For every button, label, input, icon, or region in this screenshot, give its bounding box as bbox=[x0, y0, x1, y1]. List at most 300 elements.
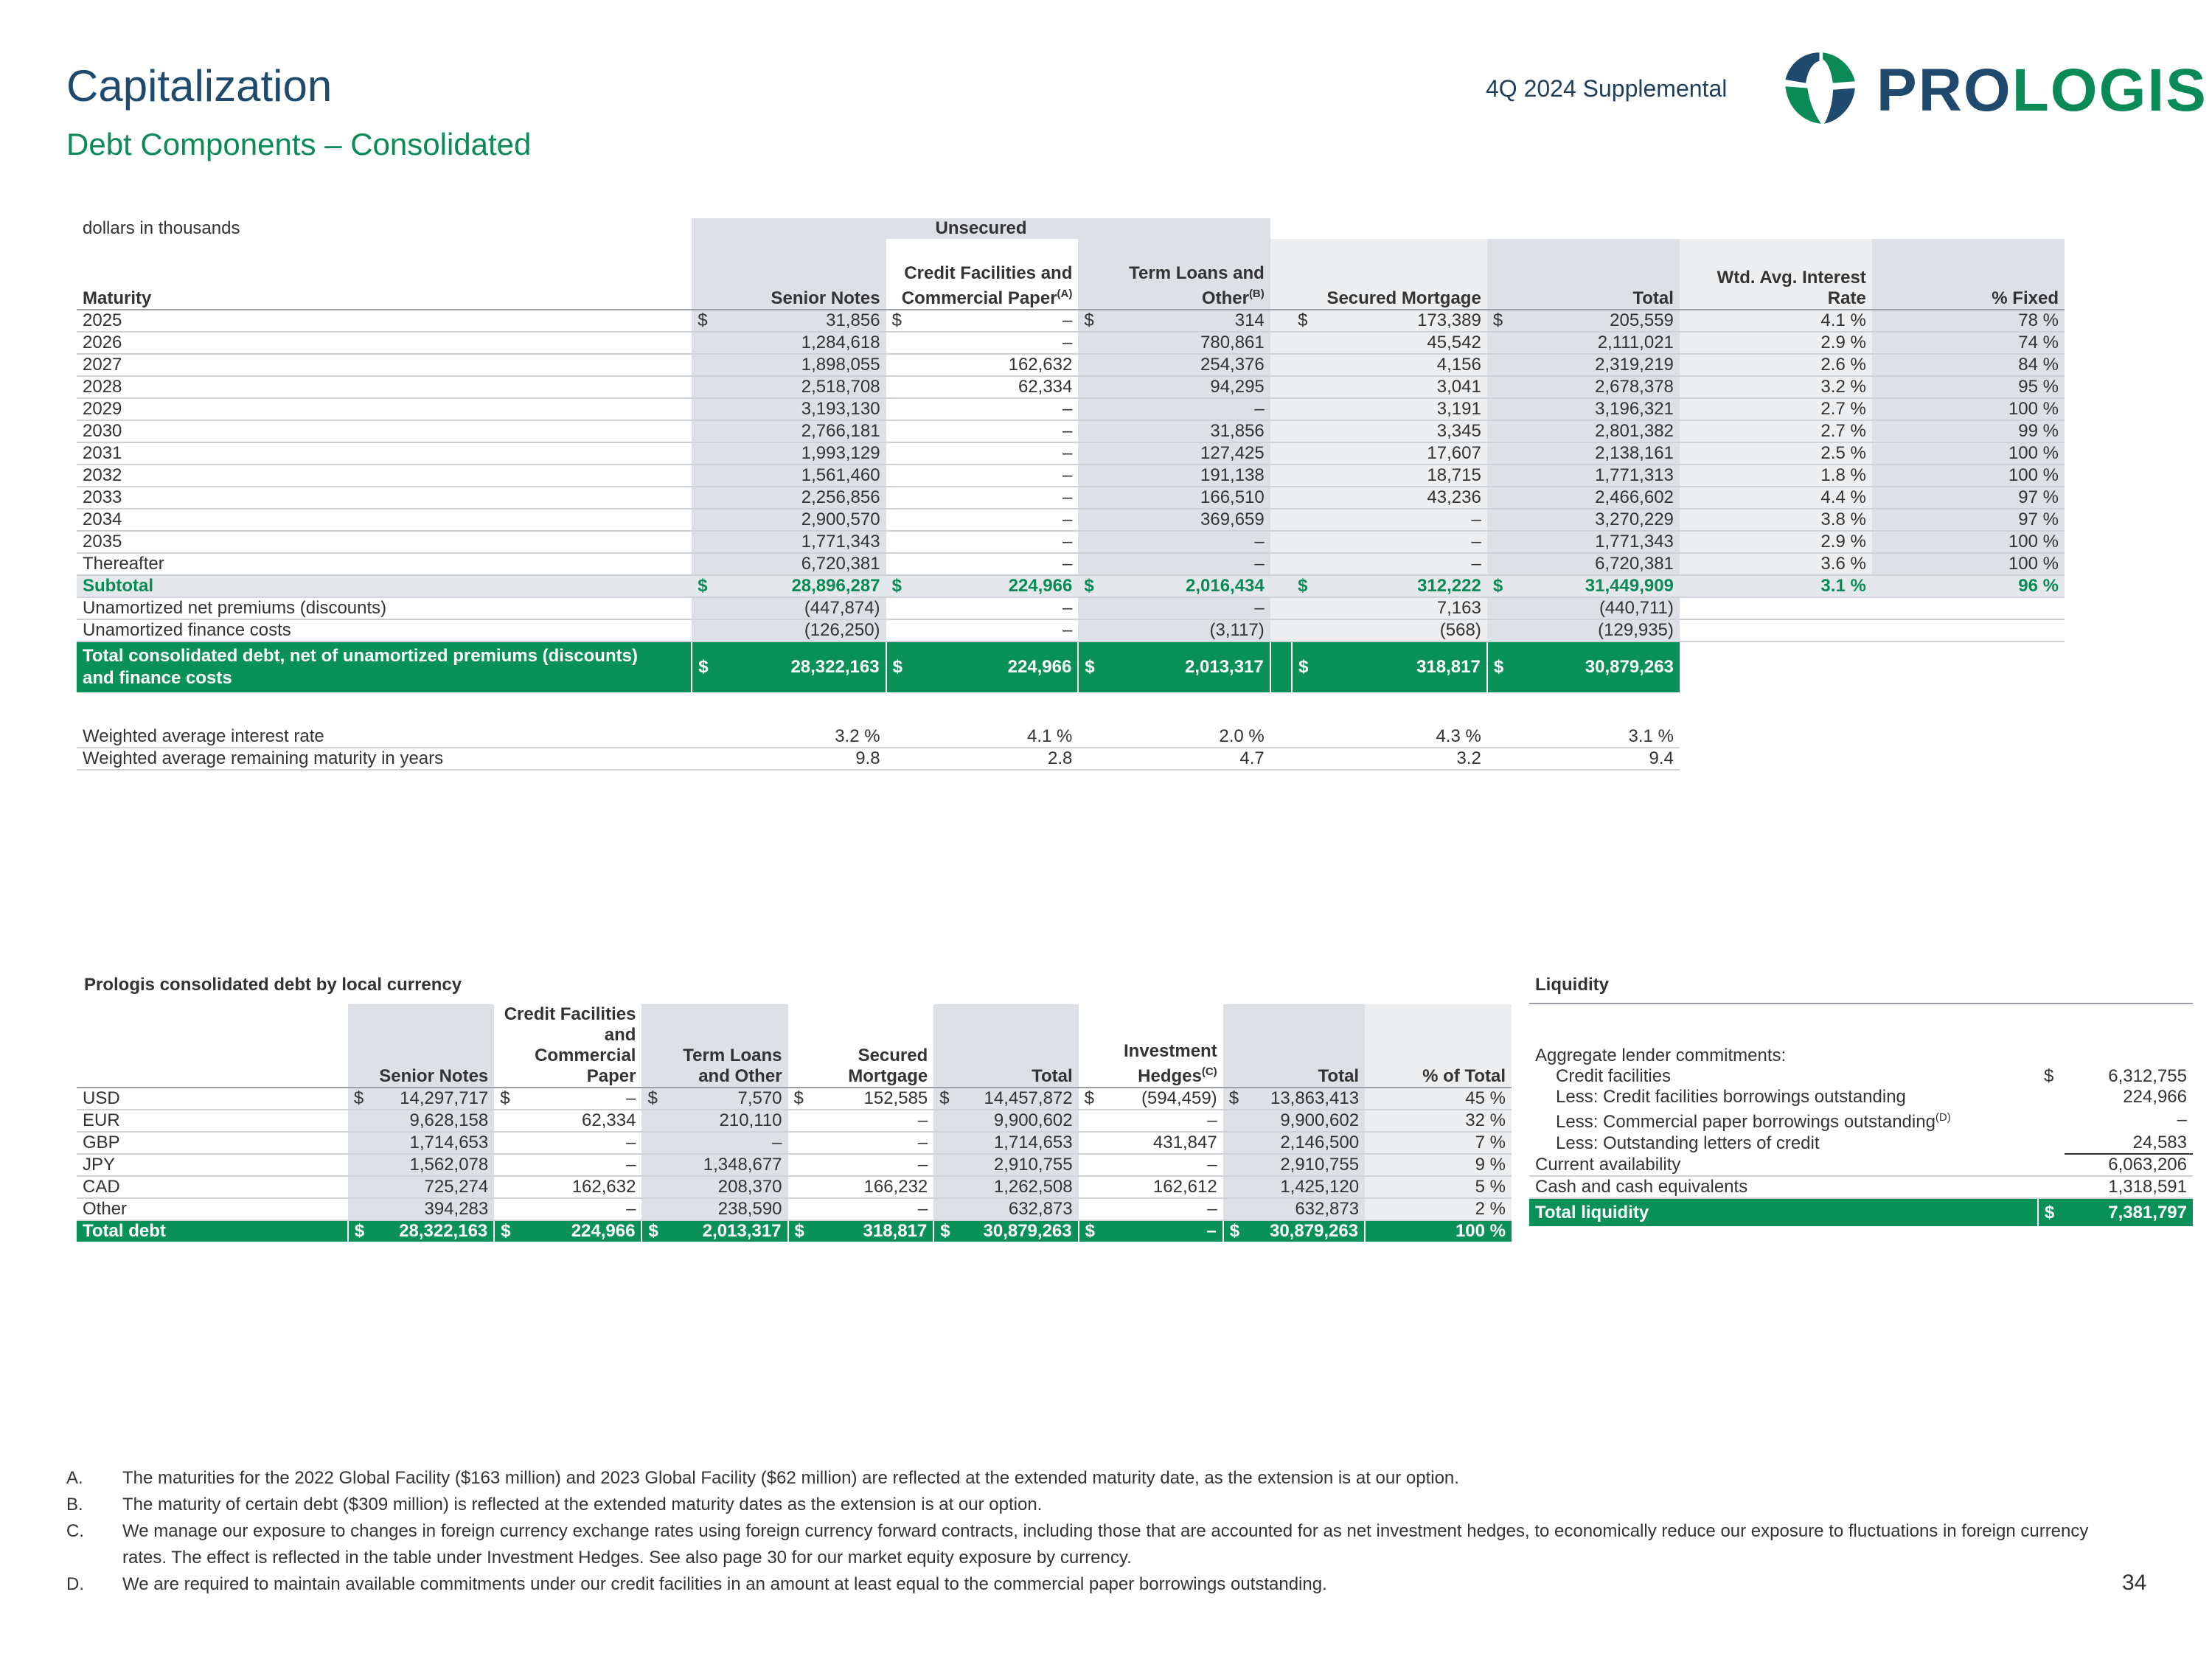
empty bbox=[1680, 619, 1872, 641]
dollar-sign bbox=[1078, 597, 1101, 619]
value-sm: – bbox=[810, 1110, 933, 1132]
dollar-sign bbox=[1078, 442, 1101, 465]
value-total: 6,720,381 bbox=[1509, 553, 1680, 575]
dollar-sign bbox=[1079, 1198, 1102, 1220]
dollar-sign: $ bbox=[886, 641, 909, 692]
dollar-sign bbox=[1079, 1154, 1102, 1176]
dollar-sign bbox=[692, 553, 714, 575]
page-number: 34 bbox=[2122, 1571, 2147, 1595]
dollar-sign: $ bbox=[1078, 310, 1101, 332]
value-sn: (126,250) bbox=[714, 619, 886, 641]
maturity-row bbox=[77, 332, 2065, 354]
dollar-sign: $ bbox=[641, 1220, 664, 1242]
currency-row bbox=[77, 1132, 1512, 1154]
subtotal-row bbox=[77, 575, 2065, 597]
row-label: Total debt bbox=[77, 1220, 348, 1242]
dollar-sign bbox=[886, 509, 909, 531]
value-ih: 162,612 bbox=[1101, 1176, 1222, 1198]
row-label: EUR bbox=[77, 1110, 348, 1132]
prologis-logo bbox=[1777, 46, 2208, 131]
dollar-sign: $ bbox=[692, 575, 714, 597]
dollar-sign bbox=[692, 487, 714, 509]
value-cf: 162,632 bbox=[517, 1176, 641, 1198]
row-label: Unamortized net premiums (discounts) bbox=[77, 597, 692, 619]
value-total: 3,270,229 bbox=[1509, 509, 1680, 531]
dollar-sign bbox=[494, 1176, 517, 1198]
value-rate: 4.4 % bbox=[1680, 487, 1872, 509]
value-fixed: 100 % bbox=[1872, 553, 2065, 575]
value-total: 2,678,378 bbox=[1509, 376, 1680, 398]
value-fixed: 97 % bbox=[1872, 487, 2065, 509]
value-tl: 2.0 % bbox=[1101, 726, 1270, 748]
value-sn: 28,322,163 bbox=[714, 641, 886, 692]
dollar-sign bbox=[886, 398, 909, 420]
value-sn: 1,771,343 bbox=[714, 531, 886, 553]
row-label: USD bbox=[77, 1088, 348, 1110]
liq-less-cp-val: – bbox=[2177, 1110, 2187, 1130]
cur-col-pct: % of Total bbox=[1365, 1004, 1512, 1088]
weighted-average-maturity-row bbox=[77, 748, 2065, 770]
value-cf: – bbox=[908, 310, 1078, 332]
dollar-sign bbox=[692, 531, 714, 553]
spacer bbox=[1270, 748, 1292, 770]
value-cf: – bbox=[908, 619, 1078, 641]
value-tot: 1,714,653 bbox=[956, 1132, 1079, 1154]
value-sn: 394,283 bbox=[371, 1198, 495, 1220]
dollar-sign bbox=[1292, 465, 1315, 487]
dollar-sign bbox=[886, 465, 909, 487]
value-sm: 3,345 bbox=[1315, 420, 1487, 442]
value-tot2: 2,910,755 bbox=[1246, 1154, 1366, 1176]
dollar-sign bbox=[886, 597, 909, 619]
spacer bbox=[1270, 509, 1292, 531]
value-cf: – bbox=[908, 509, 1078, 531]
empty bbox=[1872, 597, 2065, 619]
spacer bbox=[1270, 487, 1292, 509]
value-tot2: 9,900,602 bbox=[1246, 1110, 1366, 1132]
units-label: dollars in thousands bbox=[83, 218, 240, 238]
globe-icon bbox=[1777, 46, 1862, 131]
value-total: 2,111,021 bbox=[1509, 332, 1680, 354]
value-sn: 3.2 % bbox=[714, 726, 886, 748]
dollar-sign bbox=[933, 1132, 956, 1154]
value-fixed: 100 % bbox=[1872, 465, 2065, 487]
value-cf: 4.1 % bbox=[908, 726, 1078, 748]
dollar-sign: $ bbox=[1487, 575, 1510, 597]
dollar-sign bbox=[886, 553, 909, 575]
value-rate: 3.6 % bbox=[1680, 553, 1872, 575]
premiums-row bbox=[77, 597, 2065, 619]
maturity-row bbox=[77, 354, 2065, 376]
value-pct: 100 % bbox=[1365, 1220, 1512, 1242]
value-cf: – bbox=[908, 465, 1078, 487]
value-sn: 9,628,158 bbox=[371, 1110, 495, 1132]
value-total: 2,319,219 bbox=[1509, 354, 1680, 376]
dollar-sign: $ bbox=[1078, 641, 1101, 692]
dollar-sign: $ bbox=[1078, 575, 1101, 597]
row-label: Weighted average remaining maturity in years bbox=[77, 748, 692, 770]
value-pct: 32 % bbox=[1365, 1110, 1512, 1132]
spacer bbox=[1292, 726, 1315, 748]
value-ih: – bbox=[1101, 1154, 1222, 1176]
value-tl: – bbox=[1101, 531, 1270, 553]
footnote-d: D. We are required to maintain available commitments under our credit facilities in an amount at least equal to the commercial paper borrowings outstanding. bbox=[66, 1574, 1327, 1594]
maturity-row bbox=[77, 465, 2065, 487]
value-tot: 30,879,263 bbox=[956, 1220, 1079, 1242]
dollar-sign bbox=[1487, 398, 1510, 420]
value-rate: 3.1 % bbox=[1680, 575, 1872, 597]
currency-table bbox=[77, 1004, 1512, 1242]
dollar-sign bbox=[1487, 420, 1510, 442]
value-cf: – bbox=[517, 1132, 641, 1154]
currency-row bbox=[77, 1110, 1512, 1132]
spacer bbox=[1487, 748, 1510, 770]
row-label: CAD bbox=[77, 1176, 348, 1198]
dollar-sign bbox=[494, 1198, 517, 1220]
dollar-sign bbox=[1078, 509, 1101, 531]
dollar-sign bbox=[1487, 376, 1510, 398]
dollar-sign: $ bbox=[494, 1220, 517, 1242]
value-ih: – bbox=[1101, 1110, 1222, 1132]
value-sm: 312,222 bbox=[1315, 575, 1487, 597]
value-total: 205,559 bbox=[1509, 310, 1680, 332]
dollar-sign bbox=[1487, 442, 1510, 465]
spacer bbox=[1270, 619, 1292, 641]
value-total: 2,801,382 bbox=[1509, 420, 1680, 442]
liq-less-loc: Less: Outstanding letters of credit bbox=[1556, 1133, 1820, 1153]
row-label: Other bbox=[77, 1198, 348, 1220]
dollar-sign bbox=[886, 619, 909, 641]
liq-credit-facilities-val: 6,312,755 bbox=[2108, 1066, 2187, 1086]
currency-table-title: Prologis consolidated debt by local currency bbox=[84, 975, 462, 995]
value-sm: – bbox=[1315, 531, 1487, 553]
value-sm: 4,156 bbox=[1315, 354, 1487, 376]
finance-costs-row bbox=[77, 619, 2065, 641]
value-sn: 1,284,618 bbox=[714, 332, 886, 354]
value-pct: 5 % bbox=[1365, 1176, 1512, 1198]
row-label: 2026 bbox=[77, 332, 692, 354]
value-tl: 238,590 bbox=[664, 1198, 787, 1220]
value-cf: 2.8 bbox=[908, 748, 1078, 770]
dollar-sign bbox=[692, 442, 714, 465]
dollar-sign bbox=[1292, 398, 1315, 420]
dollar-sign bbox=[1292, 619, 1315, 641]
value-cf: 62,334 bbox=[517, 1110, 641, 1132]
value-sn: 725,274 bbox=[371, 1176, 495, 1198]
value-cf: – bbox=[908, 398, 1078, 420]
footnote-b: B. The maturity of certain debt ($309 million) is reflected at the extended maturity dates as the extension is at our option. bbox=[66, 1495, 1043, 1514]
value-rate: 3.2 % bbox=[1680, 376, 1872, 398]
dollar-sign bbox=[1292, 376, 1315, 398]
value-tl: 166,510 bbox=[1101, 487, 1270, 509]
row-label: 2028 bbox=[77, 376, 692, 398]
spacer bbox=[692, 748, 714, 770]
value-sm: 166,232 bbox=[810, 1176, 933, 1198]
dollar-sign bbox=[788, 1198, 811, 1220]
dollar-sign: $ bbox=[886, 310, 909, 332]
dollar-sign: $ bbox=[1079, 1220, 1102, 1242]
dollar-sign bbox=[692, 420, 714, 442]
dollar-sign bbox=[1078, 398, 1101, 420]
row-label: 2027 bbox=[77, 354, 692, 376]
col-senior-notes: Senior Notes bbox=[692, 239, 886, 310]
value-tl: (3,117) bbox=[1101, 619, 1270, 641]
dollar-sign bbox=[1223, 1154, 1246, 1176]
spacer bbox=[1270, 376, 1292, 398]
value-tl: 127,425 bbox=[1101, 442, 1270, 465]
maturity-row bbox=[77, 509, 2065, 531]
value-tot: 2,910,755 bbox=[956, 1154, 1079, 1176]
dollar-sign bbox=[886, 487, 909, 509]
dollar-sign bbox=[1078, 531, 1101, 553]
value-cf: – bbox=[908, 442, 1078, 465]
dollar-sign bbox=[1487, 332, 1510, 354]
dollar-sign bbox=[692, 354, 714, 376]
spacer bbox=[692, 726, 714, 748]
dollar-sign: $ bbox=[788, 1088, 811, 1110]
value-tot2: 632,873 bbox=[1246, 1198, 1366, 1220]
liquidity-table bbox=[1529, 1003, 2193, 1226]
dollar-sign bbox=[788, 1110, 811, 1132]
liq-cash-val: 1,318,591 bbox=[2065, 1176, 2193, 1198]
dollar-sign bbox=[1487, 465, 1510, 487]
value-tl: 208,370 bbox=[664, 1176, 787, 1198]
dollar-sign bbox=[1487, 531, 1510, 553]
value-sm: 17,607 bbox=[1315, 442, 1487, 465]
liq-credit-facilities: Credit facilities bbox=[1556, 1066, 1672, 1086]
col-maturity: Maturity bbox=[77, 239, 692, 310]
value-sn: 2,518,708 bbox=[714, 376, 886, 398]
col-credit-facilities: Credit Facilities and Commercial Paper$^{(A)}$ bbox=[886, 239, 1079, 310]
value-tot2: 13,863,413 bbox=[1246, 1088, 1366, 1110]
dollar-sign: $ bbox=[886, 575, 909, 597]
value-tot2: 2,146,500 bbox=[1246, 1132, 1366, 1154]
dollar-sign: $ bbox=[2044, 1066, 2054, 1086]
value-total: 1,771,313 bbox=[1509, 465, 1680, 487]
spacer bbox=[1270, 420, 1292, 442]
dollar-sign bbox=[1292, 442, 1315, 465]
value-sm: 318,817 bbox=[1315, 641, 1487, 692]
dollar-sign bbox=[788, 1132, 811, 1154]
value-sn: 2,900,570 bbox=[714, 509, 886, 531]
spacer bbox=[1270, 553, 1292, 575]
dollar-sign bbox=[1487, 509, 1510, 531]
value-sn: (447,874) bbox=[714, 597, 886, 619]
dollar-sign: $ bbox=[348, 1220, 371, 1242]
row-label: 2032 bbox=[77, 465, 692, 487]
value-total: (129,935) bbox=[1509, 619, 1680, 641]
value-rate: 1.8 % bbox=[1680, 465, 1872, 487]
unsecured-group-header: Unsecured bbox=[692, 218, 1270, 239]
value-rate: 2.9 % bbox=[1680, 531, 1872, 553]
value-total: 2,138,161 bbox=[1509, 442, 1680, 465]
supplemental-label: 4Q 2024 Supplemental bbox=[1486, 75, 1728, 102]
page-title: Capitalization bbox=[66, 61, 333, 111]
spacer bbox=[1078, 748, 1101, 770]
value-total: 2,466,602 bbox=[1509, 487, 1680, 509]
value-cf: 224,966 bbox=[908, 641, 1078, 692]
dollar-sign bbox=[1078, 376, 1101, 398]
dollar-sign: $ bbox=[1079, 1088, 1102, 1110]
value-rate: 2.9 % bbox=[1680, 332, 1872, 354]
dollar-sign: $ bbox=[1487, 641, 1510, 692]
value-ih: 431,847 bbox=[1101, 1132, 1222, 1154]
value-cf: – bbox=[908, 420, 1078, 442]
row-label: 2030 bbox=[77, 420, 692, 442]
value-sn: 3,193,130 bbox=[714, 398, 886, 420]
value-tl: 369,659 bbox=[1101, 509, 1270, 531]
value-sm: 3,191 bbox=[1315, 398, 1487, 420]
row-label: 2033 bbox=[77, 487, 692, 509]
row-label: 2035 bbox=[77, 531, 692, 553]
value-rate: 2.5 % bbox=[1680, 442, 1872, 465]
dollar-sign bbox=[1079, 1132, 1102, 1154]
maturity-table bbox=[77, 218, 2065, 771]
value-tl: – bbox=[1101, 553, 1270, 575]
dollar-sign bbox=[692, 332, 714, 354]
value-sm: 173,389 bbox=[1315, 310, 1487, 332]
cur-col-senior-notes: Senior Notes bbox=[348, 1004, 494, 1088]
liquidity-title: Liquidity bbox=[1535, 975, 1609, 995]
value-rate: 4.1 % bbox=[1680, 310, 1872, 332]
value-fixed: 99 % bbox=[1872, 420, 2065, 442]
dollar-sign: $ bbox=[788, 1220, 811, 1242]
dollar-sign bbox=[1078, 332, 1101, 354]
liq-total-val: 7,381,797 bbox=[2065, 1198, 2193, 1226]
value-sm: 7,163 bbox=[1315, 597, 1487, 619]
value-sm: 18,715 bbox=[1315, 465, 1487, 487]
dollar-sign bbox=[788, 1154, 811, 1176]
dollar-sign: $ bbox=[1487, 310, 1510, 332]
row-label: 2031 bbox=[77, 442, 692, 465]
value-cf: – bbox=[517, 1198, 641, 1220]
row-label: Unamortized finance costs bbox=[77, 619, 692, 641]
value-tot2: 30,879,263 bbox=[1246, 1220, 1366, 1242]
dollar-sign: $ bbox=[1292, 641, 1315, 692]
value-tl: 191,138 bbox=[1101, 465, 1270, 487]
value-total: 30,879,263 bbox=[1509, 641, 1680, 692]
empty bbox=[1680, 597, 1872, 619]
dollar-sign bbox=[1292, 487, 1315, 509]
liq-aggregate: Aggregate lender commitments: bbox=[1535, 1046, 1787, 1065]
dollar-sign bbox=[886, 442, 909, 465]
cur-col-credit: Credit Facilities and Commercial Paper bbox=[494, 1004, 641, 1088]
value-cf: – bbox=[908, 553, 1078, 575]
dollar-sign bbox=[1079, 1176, 1102, 1198]
dollar-sign bbox=[692, 465, 714, 487]
value-tot: 1,262,508 bbox=[956, 1176, 1079, 1198]
maturity-row bbox=[77, 310, 2065, 332]
value-sn: 31,856 bbox=[714, 310, 886, 332]
value-sn: 2,256,856 bbox=[714, 487, 886, 509]
row-label: 2029 bbox=[77, 398, 692, 420]
dollar-sign bbox=[1078, 619, 1101, 641]
value-cf: – bbox=[908, 487, 1078, 509]
value-tot: 14,457,872 bbox=[956, 1088, 1079, 1110]
dollar-sign: $ bbox=[494, 1088, 517, 1110]
dollar-sign bbox=[886, 354, 909, 376]
liq-current-avail: Current availability bbox=[1529, 1154, 2038, 1176]
cur-col-total2: Total bbox=[1223, 1004, 1365, 1088]
value-fixed: 100 % bbox=[1872, 531, 2065, 553]
value-tl: 94,295 bbox=[1101, 376, 1270, 398]
value-sm: – bbox=[1315, 553, 1487, 575]
value-fixed: 96 % bbox=[1872, 575, 2065, 597]
dollar-sign bbox=[348, 1110, 371, 1132]
logo-wordmark: PROLOGIS bbox=[1877, 57, 2208, 124]
spacer bbox=[886, 726, 909, 748]
dollar-sign: $ bbox=[641, 1088, 664, 1110]
row-label: JPY bbox=[77, 1154, 348, 1176]
dollar-sign bbox=[1292, 332, 1315, 354]
dollar-sign bbox=[788, 1176, 811, 1198]
row-label: Weighted average interest rate bbox=[77, 726, 692, 748]
value-sm: – bbox=[810, 1154, 933, 1176]
row-label: Thereafter bbox=[77, 553, 692, 575]
currency-row bbox=[77, 1198, 1512, 1220]
value-total: (440,711) bbox=[1509, 597, 1680, 619]
value-ih: (594,459) bbox=[1101, 1088, 1222, 1110]
dollar-sign: $ bbox=[933, 1088, 956, 1110]
liq-less-loc-val: 24,583 bbox=[2065, 1133, 2193, 1154]
cur-col-term: Term Loans and Other bbox=[641, 1004, 787, 1088]
weighted-average-rate-row bbox=[77, 726, 2065, 748]
col-wtd-rate: Wtd. Avg. Interest Rate bbox=[1680, 239, 1872, 310]
value-cf: – bbox=[908, 332, 1078, 354]
value-fixed: 84 % bbox=[1872, 354, 2065, 376]
footnotes bbox=[66, 1465, 2131, 1598]
cur-col-total: Total bbox=[933, 1004, 1078, 1088]
maturity-row bbox=[77, 398, 2065, 420]
spacer bbox=[1270, 310, 1292, 332]
dollar-sign bbox=[886, 376, 909, 398]
value-sn: 6,720,381 bbox=[714, 553, 886, 575]
value-pct: 7 % bbox=[1365, 1132, 1512, 1154]
row-label: 2034 bbox=[77, 509, 692, 531]
dollar-sign bbox=[1223, 1198, 1246, 1220]
value-sm: – bbox=[810, 1132, 933, 1154]
value-cf: 224,966 bbox=[517, 1220, 641, 1242]
dollar-sign bbox=[886, 420, 909, 442]
dollar-sign bbox=[348, 1176, 371, 1198]
dollar-sign bbox=[886, 531, 909, 553]
dollar-sign bbox=[641, 1110, 664, 1132]
dollar-sign bbox=[1078, 487, 1101, 509]
dollar-sign: $ bbox=[1292, 310, 1315, 332]
page-subtitle: Debt Components – Consolidated bbox=[66, 127, 532, 161]
dollar-sign bbox=[494, 1132, 517, 1154]
value-sm: 3,041 bbox=[1315, 376, 1487, 398]
currency-row bbox=[77, 1154, 1512, 1176]
liq-less-credit-val: 224,966 bbox=[2123, 1087, 2187, 1107]
value-cf: 162,632 bbox=[908, 354, 1078, 376]
value-fixed: 95 % bbox=[1872, 376, 2065, 398]
value-tl: – bbox=[664, 1132, 787, 1154]
value-pct: 9 % bbox=[1365, 1154, 1512, 1176]
value-sm: 3.2 bbox=[1315, 748, 1487, 770]
value-cf: – bbox=[517, 1088, 641, 1110]
value-sm: 45,542 bbox=[1315, 332, 1487, 354]
value-cf: 62,334 bbox=[908, 376, 1078, 398]
value-total: 31,449,909 bbox=[1509, 575, 1680, 597]
dollar-sign bbox=[1292, 509, 1315, 531]
value-tl: 7,570 bbox=[664, 1088, 787, 1110]
dollar-sign bbox=[1487, 487, 1510, 509]
value-sn: 1,562,078 bbox=[371, 1154, 495, 1176]
maturity-row bbox=[77, 376, 2065, 398]
dollar-sign bbox=[1487, 354, 1510, 376]
dollar-sign bbox=[933, 1176, 956, 1198]
